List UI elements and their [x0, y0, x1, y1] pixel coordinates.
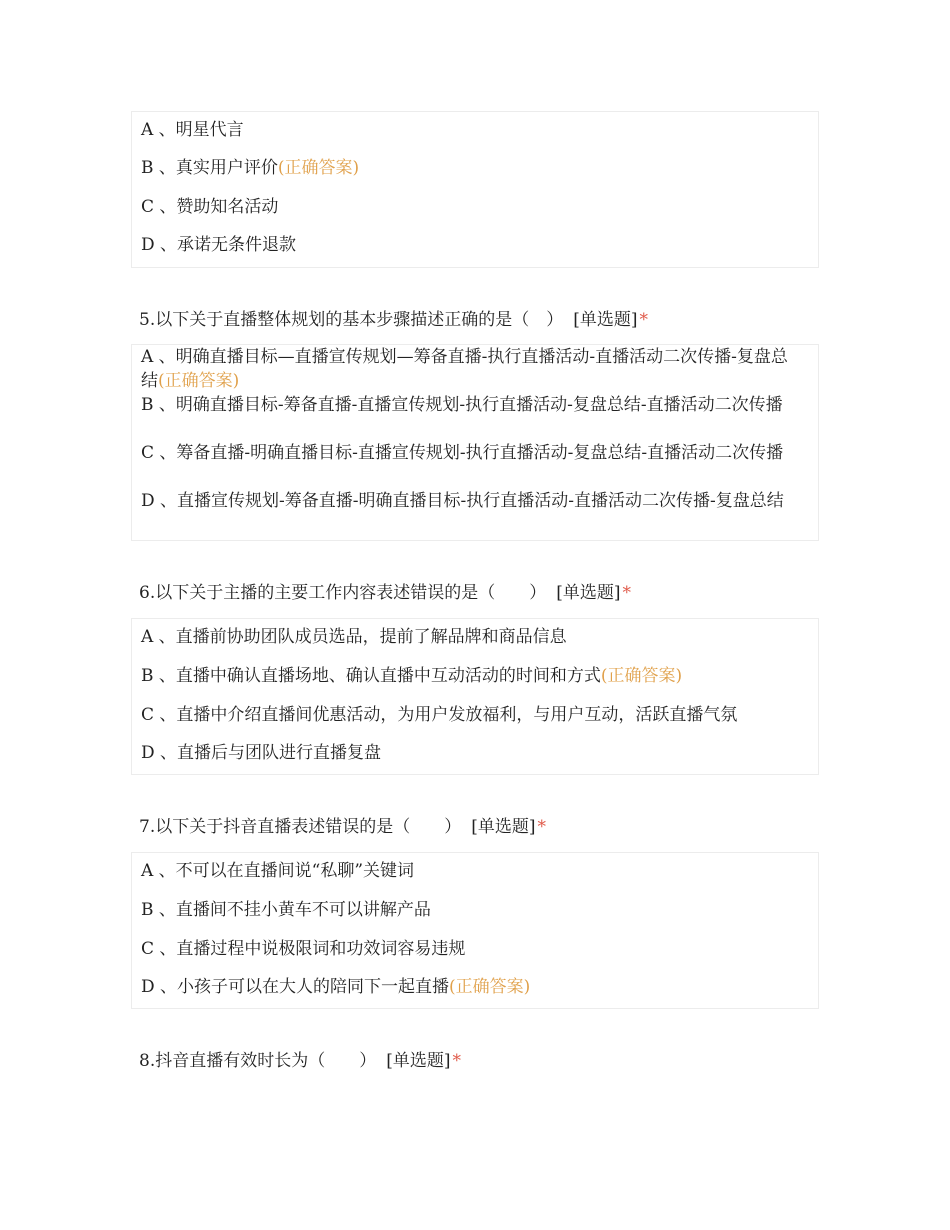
question-type: [单选题]	[573, 310, 638, 330]
correct-answer-label: (正确答案)	[449, 977, 531, 997]
q5-option-d[interactable]: D 、直播宣传规划-筹备直播-明确直播目标-执行直播活动-直播活动二次传播-复盘总结	[141, 491, 784, 511]
question-type: [单选题]	[556, 583, 621, 603]
q6-option-d[interactable]: D 、直播后与团队进行直播复盘	[141, 743, 382, 763]
q6-option-b[interactable]: B 、直播中确认直播场地、确认直播中互动活动的时间和方式(正确答案)	[141, 666, 683, 686]
required-mark: *	[622, 583, 631, 603]
question-type: [单选题]	[471, 817, 536, 837]
q7-option-d[interactable]: D 、小孩子可以在大人的陪同下一起直播(正确答案)	[141, 977, 531, 997]
correct-answer-label: (正确答案)	[158, 371, 240, 391]
correct-answer-label: (正确答案)	[600, 666, 683, 686]
q5-option-b[interactable]: B 、明确直播目标-筹备直播-直播宣传规划-执行直播活动-复盘总结-直播活动二次传播	[141, 395, 783, 415]
q5-stem: 5.以下关于直播整体规划的基本步骤描述正确的是（ ） [单选题] *	[139, 310, 648, 330]
required-mark: *	[537, 817, 546, 837]
q5-options	[131, 344, 819, 541]
q4-option-b[interactable]: B 、真实用户评价(正确答案)	[141, 158, 360, 178]
q5-option-c[interactable]: C 、筹备直播-明确直播目标-直播宣传规划-执行直播活动-复盘总结-直播活动二次传播	[141, 443, 784, 463]
q6-stem: 6.以下关于主播的主要工作内容表述错误的是（ ） [单选题] *	[139, 583, 631, 603]
q6-options	[131, 618, 819, 775]
required-mark: *	[452, 1051, 461, 1071]
q7-option-a[interactable]: A 、不可以在直播间说“私聊”关键词	[141, 861, 415, 881]
q7-option-c[interactable]: C 、直播过程中说极限词和功效词容易违规	[141, 939, 466, 959]
q4-option-a[interactable]: A 、明星代言	[141, 120, 244, 140]
required-mark: *	[639, 310, 648, 330]
q6-option-c[interactable]: C 、直播中介绍直播间优惠活动，为用户发放福利，与用户互动，活跃直播气氛	[141, 705, 738, 725]
q7-option-b[interactable]: B 、直播间不挂小黄车不可以讲解产品	[141, 900, 431, 920]
q4-option-d[interactable]: D 、承诺无条件退款	[141, 235, 297, 255]
correct-answer-label: (正确答案)	[277, 158, 360, 178]
q6-option-a[interactable]: A 、直播前协助团队成员选品，提前了解品牌和商品信息	[141, 627, 567, 647]
question-type: [单选题]	[386, 1051, 451, 1071]
q7-stem: 7.以下关于抖音直播表述错误的是（ ） [单选题] *	[139, 817, 546, 837]
q5-option-a[interactable]: A 、明确直播目标—直播宣传规划—筹备直播-执行直播活动-直播活动二次传播-复盘总结(正确答案)	[141, 347, 788, 391]
q7-options	[131, 852, 819, 1009]
q8-stem: 8.抖音直播有效时长为（ ） [单选题] *	[139, 1051, 461, 1071]
q4-options	[131, 111, 819, 268]
q4-option-c[interactable]: C 、赞助知名活动	[141, 197, 279, 217]
